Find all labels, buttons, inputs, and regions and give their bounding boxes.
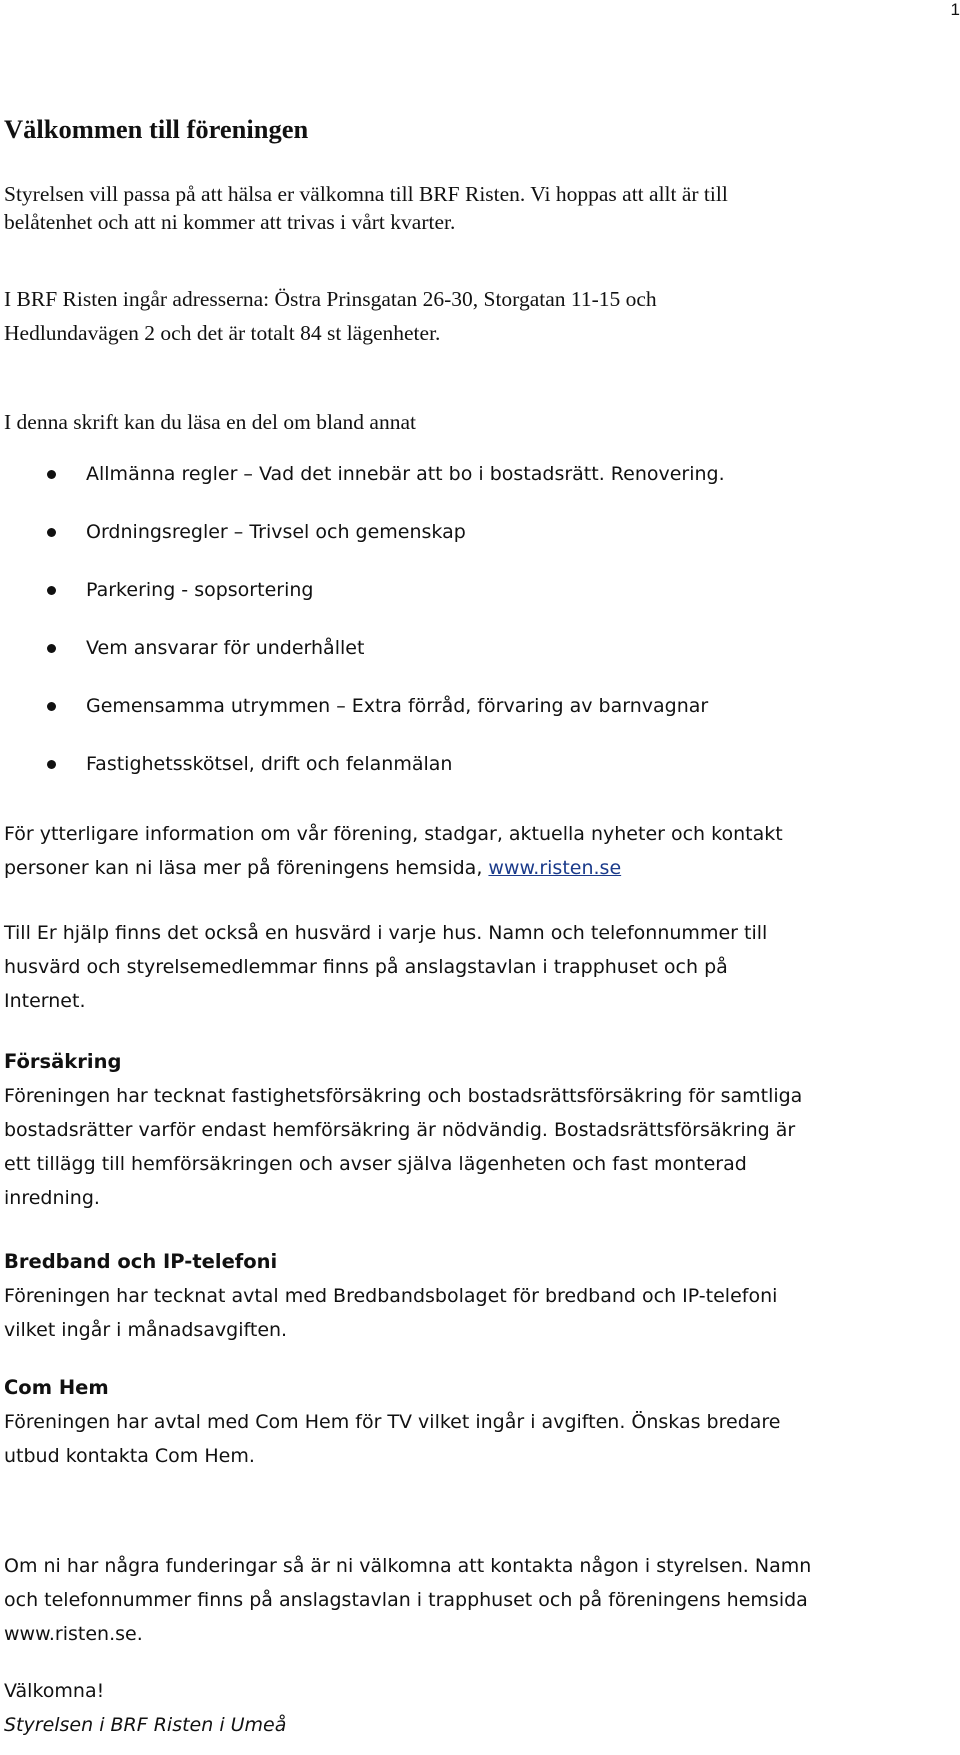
topic-item <box>4 515 954 573</box>
website-link[interactable]: www.risten.se <box>488 857 622 879</box>
more-info-paragraph <box>4 817 954 885</box>
topic-text: Allmänna regler – Vad det innebär att bo i bostadsrätt. Renovering. <box>86 463 725 485</box>
contact-paragraph <box>4 1549 954 1651</box>
more-info-line: För ytterligare information om vår förening, stadgar, aktuella nyheter och kontakt <box>4 823 783 845</box>
topic-item <box>4 689 954 747</box>
caretaker-line: Till Er hjälp finns det också en husvärd i varje hus. Namn och telefonnummer till <box>4 922 768 944</box>
contact-line: Om ni har några funderingar så är ni välkomna att kontakta någon i styrelsen. Namn <box>4 1555 812 1577</box>
topics-list <box>4 457 954 805</box>
topic-item <box>4 573 954 631</box>
contact-line: och telefonnummer finns på anslagstavlan i trapphuset och på föreningens hemsida <box>4 1589 808 1611</box>
closing-signature: Styrelsen i BRF Risten i Umeå <box>4 1714 287 1736</box>
comhem-section <box>4 1371 954 1473</box>
contact-line: www.risten.se. <box>4 1623 143 1645</box>
insurance-heading: Försäkring <box>4 1050 122 1073</box>
closing <box>4 1674 954 1742</box>
broadband-heading: Bredband och IP-telefoni <box>4 1250 278 1273</box>
topics-intro: I denna skrift kan du läsa en del om bland annat <box>4 410 416 434</box>
bullet-icon <box>47 760 56 769</box>
bullet-icon <box>47 644 56 653</box>
topic-text: Fastighetsskötsel, drift och felanmälan <box>86 753 453 775</box>
broadband-section <box>4 1245 954 1347</box>
caretaker-paragraph <box>4 916 954 1018</box>
topic-item <box>4 747 954 805</box>
insurance-line: Föreningen har tecknat fastighetsförsäkring och bostadsrättsförsäkring för samtliga <box>4 1085 803 1107</box>
closing-greeting: Välkomna! <box>4 1680 105 1702</box>
bullet-icon <box>47 586 56 595</box>
broadband-line: vilket ingår i månadsavgiften. <box>4 1319 288 1341</box>
topic-item <box>4 631 954 689</box>
comhem-line: Föreningen har avtal med Com Hem för TV vilket ingår i avgiften. Önskas bredare <box>4 1411 781 1433</box>
topic-text: Gemensamma utrymmen – Extra förråd, förvaring av barnvagnar <box>86 695 709 717</box>
insurance-line: ett tillägg till hemförsäkringen och avser själva lägenheten och fast monterad <box>4 1153 747 1175</box>
topic-item <box>4 457 954 515</box>
comhem-line: utbud kontakta Com Hem. <box>4 1445 255 1467</box>
caretaker-line: husvärd och styrelsemedlemmar finns på anslagstavlan i trapphuset och på <box>4 956 728 978</box>
caretaker-line: Internet. <box>4 990 86 1012</box>
insurance-line: inredning. <box>4 1187 100 1209</box>
comhem-heading: Com Hem <box>4 1376 109 1399</box>
topic-text: Parkering - sopsortering <box>86 579 314 601</box>
broadband-line: Föreningen har tecknat avtal med Bredbandsbolaget för bredband och IP-telefoni <box>4 1285 778 1307</box>
page-title: Välkommen till föreningen <box>4 114 309 144</box>
topic-text: Ordningsregler – Trivsel och gemenskap <box>86 521 466 543</box>
more-info-line <box>4 851 954 885</box>
address-paragraph <box>4 282 954 350</box>
topics-list-container <box>4 457 954 805</box>
insurance-section <box>4 1045 954 1215</box>
welcome-line: belåtenhet och att ni kommer att trivas i vårt kvarter. <box>4 210 456 234</box>
address-line: Hedlundavägen 2 och det är totalt 84 st lägenheter. <box>4 321 441 345</box>
insurance-line: bostadsrätter varför endast hemförsäkring är nödvändig. Bostadsrättsförsäkring är <box>4 1119 796 1141</box>
bullet-icon <box>47 528 56 537</box>
page-number: 1 <box>950 0 960 19</box>
address-line: I BRF Risten ingår adresserna: Östra Prinsgatan 26-30, Storgatan 11-15 och <box>4 287 657 311</box>
welcome-line: Styrelsen vill passa på att hälsa er välkomna till BRF Risten. Vi hoppas att allt är till <box>4 182 728 206</box>
bullet-icon <box>47 470 56 479</box>
bullet-icon <box>47 702 56 711</box>
welcome-paragraph <box>4 177 954 239</box>
topic-text: Vem ansvarar för underhållet <box>86 637 365 659</box>
more-info-text: personer kan ni läsa mer på föreningens hemsida, <box>4 857 489 879</box>
